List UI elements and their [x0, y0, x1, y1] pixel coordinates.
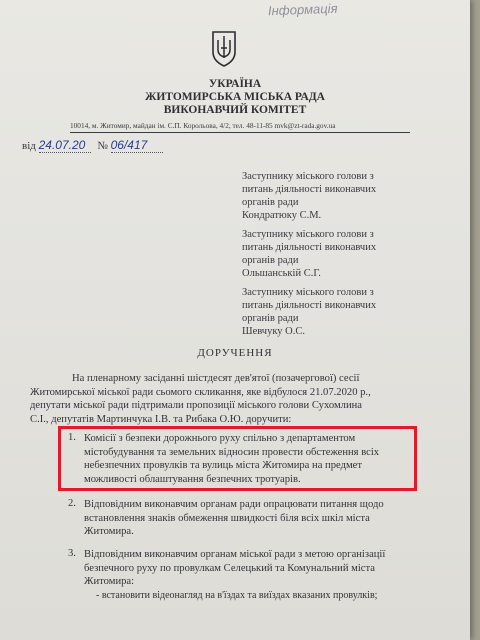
intro-line-3: депутати міської ради підтримали пропозиції міського голови Сухомлина — [30, 400, 362, 411]
item-3-line-2: безпечного руху по провулкам Селецький та Комунальний міста — [84, 562, 375, 574]
letterhead-address: 10014, м. Житомир, майдан ім. С.П. Корольова, 4/2, тел. 48-11-85 mvk@zt-rada.gov.ua — [70, 121, 410, 133]
intro-line-2: Житомирської міської ради сьомого скликання, яке відбулося 21.07.2020 р., — [30, 386, 371, 398]
item-2-line-2: встановлення знаків обмеження швидкості біля всіх шкіл міста — [84, 512, 370, 524]
item-2-text — [84, 498, 410, 539]
item-3-text — [84, 548, 410, 602]
item-1-line-4: можливості облаштування безпечних тротуарів. — [84, 473, 301, 485]
recipient-3-line3: органів ради — [242, 313, 299, 324]
recipient-3-line1: Заступнику міського голови з — [242, 287, 374, 298]
trident-emblem-icon — [210, 28, 238, 68]
recipient-2-line3: органів ради — [242, 255, 299, 266]
intro-line-4: С.І., депутатів Мартинчука І.В. та Рибака О.Ю. доручити: — [30, 413, 292, 425]
recipient-2-line1: Заступнику міського голови з — [242, 229, 374, 240]
recipient-1-name: Кондратюку С.М. — [242, 210, 322, 221]
letterhead — [0, 78, 470, 117]
item-3-line-4: - встановити відеонагляд на в'їздах та виїздах вказаних провулків; — [96, 589, 378, 601]
item-1-line-1: Комісії з безпеки дорожнього руху спільно з департаментом — [84, 433, 356, 444]
intro-paragraph — [30, 372, 408, 426]
item-3-line-3: Житомира: — [84, 576, 135, 587]
recipient-1-line2: питань діяльності виконавчих — [242, 184, 377, 195]
item-2-number: 2. — [68, 498, 76, 509]
item-1-number: 1. — [68, 432, 76, 443]
item-3-line-1: Відповідним виконавчим органам міської ради з метою організації — [84, 549, 386, 560]
highlight-box — [58, 426, 417, 491]
letterhead-committee: ВИКОНАВЧИЙ КОМІТЕТ — [163, 104, 307, 116]
reference-no-label: № — [97, 140, 108, 152]
intro-line-1: На пленарному засіданні шістдесят дев'ятої (позачергової) сесії — [72, 373, 360, 384]
recipient-3-line2: питань діяльності виконавчих — [242, 300, 377, 311]
item-3-number: 3. — [68, 548, 76, 559]
recipient-2-line2: питань діяльності виконавчих — [242, 242, 377, 253]
reference-date: 24.07.20 — [39, 138, 91, 153]
recipient-block-1 — [242, 170, 376, 222]
reference-line — [22, 138, 163, 153]
item-1-line-3: небезпечних провулків та вулиць міста Житомира на предмет — [84, 460, 363, 471]
item-2-line-1: Відповідним виконавчим органам ради опрацювати питання щодо — [84, 499, 384, 510]
letterhead-country: УКРАЇНА — [208, 78, 262, 90]
item-1-line-2: містобудування та земельних відносин провести обстеження всіх — [84, 446, 380, 458]
item-2-line-3: Житомира. — [84, 526, 134, 537]
letterhead-council: ЖИТОМИРСЬКА МІСЬКА РАДА — [144, 91, 325, 103]
recipient-block-2 — [242, 228, 376, 280]
recipient-2-name: Ольшанській С.Г. — [242, 268, 321, 279]
reference-prefix: від — [22, 140, 36, 152]
recipient-1-line1: Заступнику міського голови з — [242, 171, 374, 182]
recipient-block-3 — [242, 286, 376, 338]
recipient-1-line3: органів ради — [242, 197, 299, 208]
recipient-3-name: Шевчуку О.С. — [242, 326, 306, 337]
reference-number: 06/417 — [111, 138, 163, 153]
document-title: ДОРУЧЕННЯ — [197, 347, 273, 359]
handwritten-note: Інформація — [267, 0, 338, 19]
